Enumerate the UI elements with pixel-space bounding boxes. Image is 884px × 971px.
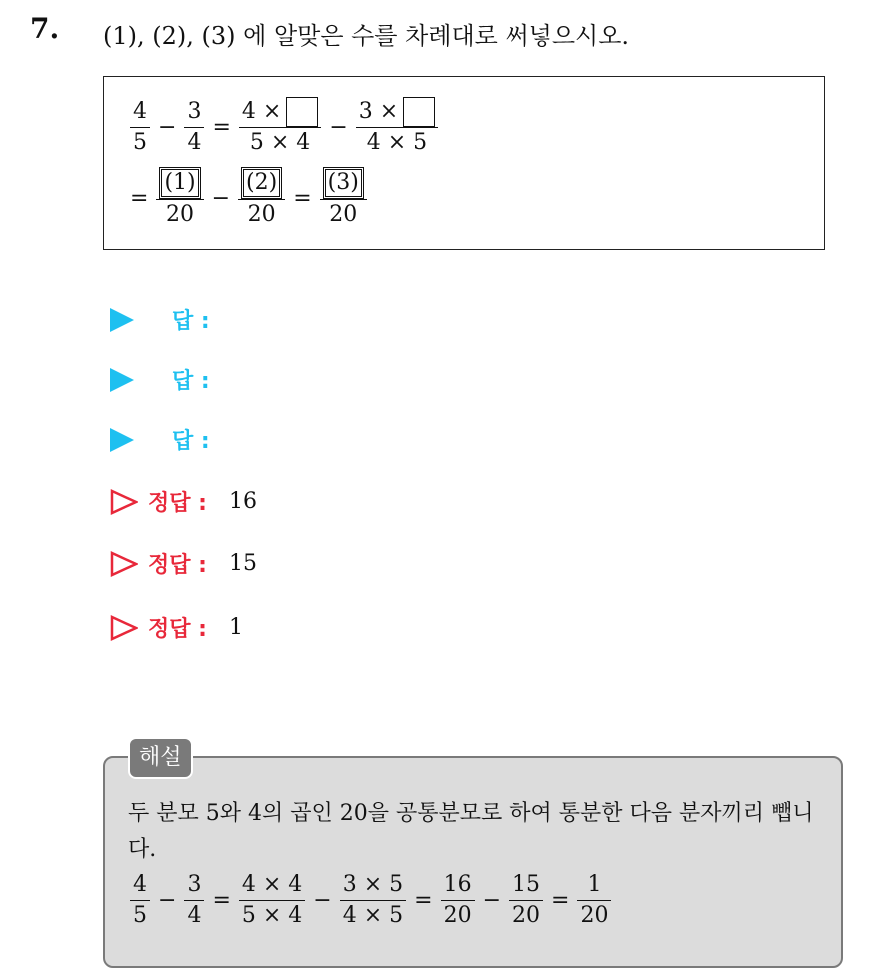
minus-sign: −	[313, 888, 332, 914]
fraction: $\frac{3 \times 5}{4 \times 5}$	[340, 870, 406, 931]
fraction: $\frac{1}{20}$	[577, 870, 611, 931]
play-triangle-icon	[110, 368, 134, 392]
minus-sign: −	[158, 888, 177, 914]
question-text: (1), (2), (3) 에 알맞은 수를 차례대로 써넣으시오.	[103, 22, 630, 50]
blank-3[interactable]: (3)	[323, 167, 364, 199]
fraction: $\frac{4 \times 4}{5 \times 4}$	[239, 870, 305, 931]
fraction: $\frac{3}{4}$	[184, 97, 204, 158]
outline-triangle-icon	[110, 551, 138, 577]
equals-sign: =	[212, 115, 231, 141]
minus-sign: −	[482, 888, 502, 914]
correct-answer-value: 1	[228, 615, 243, 640]
fraction: $\frac{4}{5}$	[130, 870, 150, 931]
solution-text: 두 분모 5와 4의 곱인 20을 공통분모로 하여 통분한 다음 분자끼리 뺍니다.	[128, 801, 814, 862]
blank-2[interactable]: (2)	[241, 167, 282, 199]
equals-sign: =	[551, 888, 570, 914]
fraction-blank-1: $\frac{(1)}{20}$	[156, 167, 203, 230]
equation-line-2	[126, 167, 371, 230]
correct-answer-value: 16	[228, 489, 257, 514]
answer-row-3[interactable]: 답 :	[110, 424, 210, 455]
minus-sign: −	[211, 186, 231, 212]
question-number: 7.	[30, 12, 60, 45]
fraction: $\frac{16}{20}$	[441, 870, 475, 931]
fraction-with-blank: $\frac{3 \times}{4 \times 5}$	[356, 97, 438, 158]
equals-sign: =	[130, 186, 149, 212]
fraction: $\frac{3}{4}$	[184, 870, 204, 931]
correct-answer-row-3: 정답 : 1	[110, 612, 243, 643]
blank-square[interactable]	[286, 97, 318, 127]
minus-sign: −	[329, 115, 348, 141]
answer-row-1[interactable]: 답 :	[110, 304, 210, 335]
play-triangle-icon	[110, 428, 134, 452]
equation-line-1	[126, 97, 442, 158]
minus-sign: −	[158, 115, 177, 141]
fraction-blank-2: $\frac{(2)}{20}$	[238, 167, 285, 230]
play-triangle-icon	[110, 308, 134, 332]
fraction-with-blank: $\frac{4 \times}{5 \times 4}$	[239, 97, 321, 158]
fraction: $\frac{15}{20}$	[509, 870, 543, 931]
fraction-blank-3: $\frac{(3)}{20}$	[320, 167, 367, 230]
equals-sign: =	[212, 888, 231, 914]
correct-answer-row-1: 정답 : 16	[110, 486, 257, 517]
correct-answer-value: 15	[228, 551, 257, 576]
outline-triangle-icon	[110, 489, 138, 515]
equals-sign: =	[293, 186, 312, 212]
solution-tag: 해설	[128, 737, 193, 779]
blank-square[interactable]	[403, 97, 435, 127]
solution-equation	[126, 870, 615, 931]
answer-row-2[interactable]: 답 :	[110, 364, 210, 395]
correct-answer-row-2: 정답 : 15	[110, 548, 257, 579]
blank-1[interactable]: (1)	[159, 167, 200, 199]
outline-triangle-icon	[110, 615, 138, 641]
fraction: $\frac{4}{5}$	[130, 97, 150, 158]
equals-sign: =	[414, 888, 433, 914]
equation-box	[103, 76, 825, 250]
